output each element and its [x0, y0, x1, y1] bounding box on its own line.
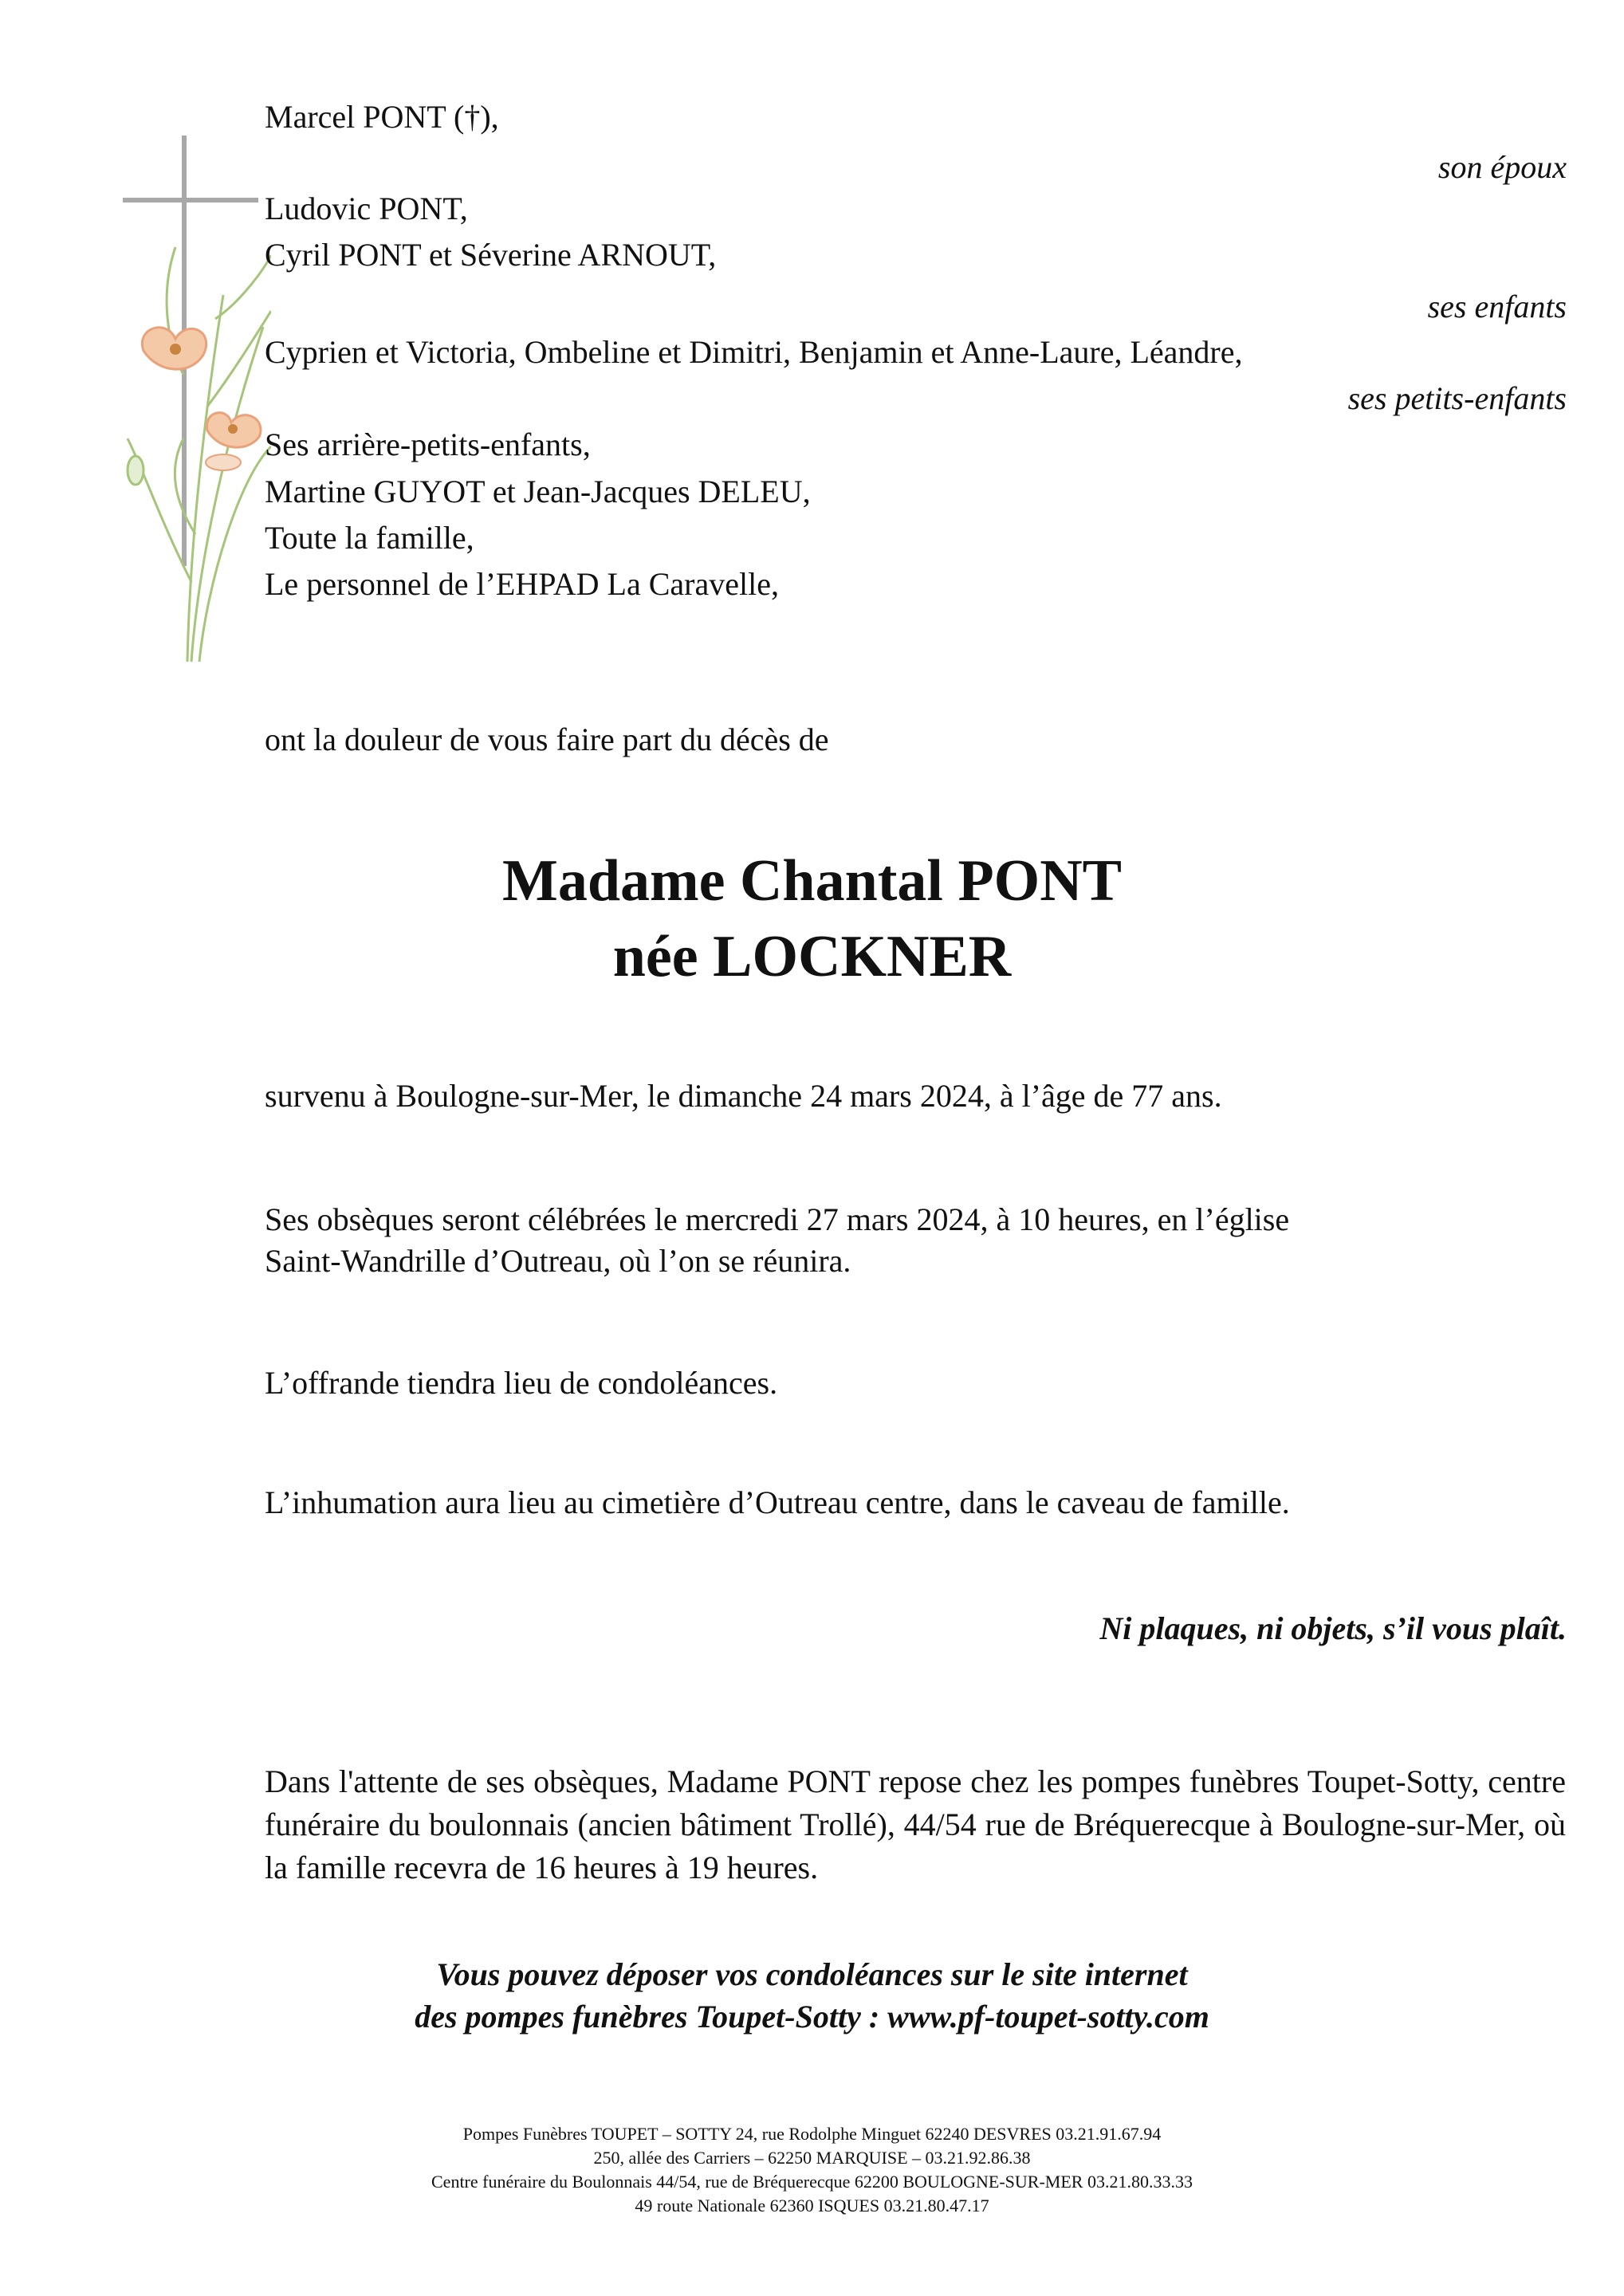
role-grandchildren: ses petits-enfants	[1347, 380, 1567, 416]
family-line-relatives: Martine GUYOT et Jean-Jacques DELEU,	[265, 474, 811, 509]
funeral-details-line-2: Saint-Wandrille d’Outreau, où l’on se réunira.	[265, 1243, 851, 1279]
footer-line-2: 250, allée des Carriers – 62250 MARQUISE – 03.21.92.86.38	[593, 2148, 1031, 2168]
family-line-grandchildren: Cyprien et Victoria, Ombeline et Dimitri, Benjamin et Anne-Laure, Léandre,	[265, 334, 1243, 370]
offering-note: L’offrande tiendra lieu de condoléances.	[265, 1365, 778, 1401]
footer-line-4: 49 route Nationale 62360 ISQUES 03.21.80.47.17	[635, 2196, 989, 2215]
poppy-flowers-icon	[128, 247, 271, 662]
family-line-staff: Le personnel de l’EHPAD La Caravelle,	[265, 566, 779, 602]
role-children: ses enfants	[1427, 289, 1567, 324]
family-line-whole-family: Toute la famille,	[265, 520, 474, 556]
footer-line-1: Pompes Funèbres TOUPET – SOTTY 24, rue Rodolphe Minguet 62240 DESVRES 03.21.91.67.94	[462, 2124, 1162, 2144]
funeral-details-line-1: Ses obsèques seront célébrées le mercredi 27 mars 2024, à 10 heures, en l’église	[265, 1201, 1290, 1237]
role-spouse: son époux	[1437, 149, 1567, 185]
deceased-maiden-name: née LOCKNER	[612, 924, 1012, 989]
burial-details: L’inhumation aura lieu au cimetière d’Outreau centre, dans le caveau de famille.	[265, 1484, 1290, 1520]
announcement-text: ont la douleur de vous faire part du décès de	[265, 721, 829, 757]
resting-place-details: Dans l'attente de ses obsèques, Madame PONT repose chez les pompes funèbres Toupet-Sotty, centre funéraire du boulonnais (ancien bâtiment Trollé), 44/54 rue de Bréquerecque à Boulogne-sur-Mer, où la famille recevra de 16 heures à 19 heures.	[265, 1763, 1566, 1885]
family-line-child-2: Cyril PONT et Séverine ARNOUT,	[265, 237, 717, 273]
family-line-great-grandchildren: Ses arrière-petits-enfants,	[265, 427, 591, 462]
no-flowers-note: Ni plaques, ni objets, s’il vous plaît.	[1099, 1610, 1567, 1646]
cross-flowers-illustration	[112, 136, 271, 670]
deceased-name: Madame Chantal PONT	[502, 848, 1122, 914]
family-line-spouse: Marcel PONT (†),	[265, 99, 499, 135]
death-details: survenu à Boulogne-sur-Mer, le dimanche 24 mars 2024, à l’âge de 77 ans.	[265, 1078, 1222, 1114]
condolences-line-2: des pompes funèbres Toupet-Sotty : www.pf-toupet-sotty.com	[415, 1999, 1209, 2035]
footer-line-3: Centre funéraire du Boulonnais 44/54, rue de Bréquerecque 62200 BOULOGNE-SUR-MER 03.21.80.33.33	[431, 2172, 1193, 2192]
condolences-line-1: Vous pouvez déposer vos condoléances sur le site internet	[436, 1956, 1188, 1992]
family-line-child-1: Ludovic PONT,	[265, 191, 468, 226]
